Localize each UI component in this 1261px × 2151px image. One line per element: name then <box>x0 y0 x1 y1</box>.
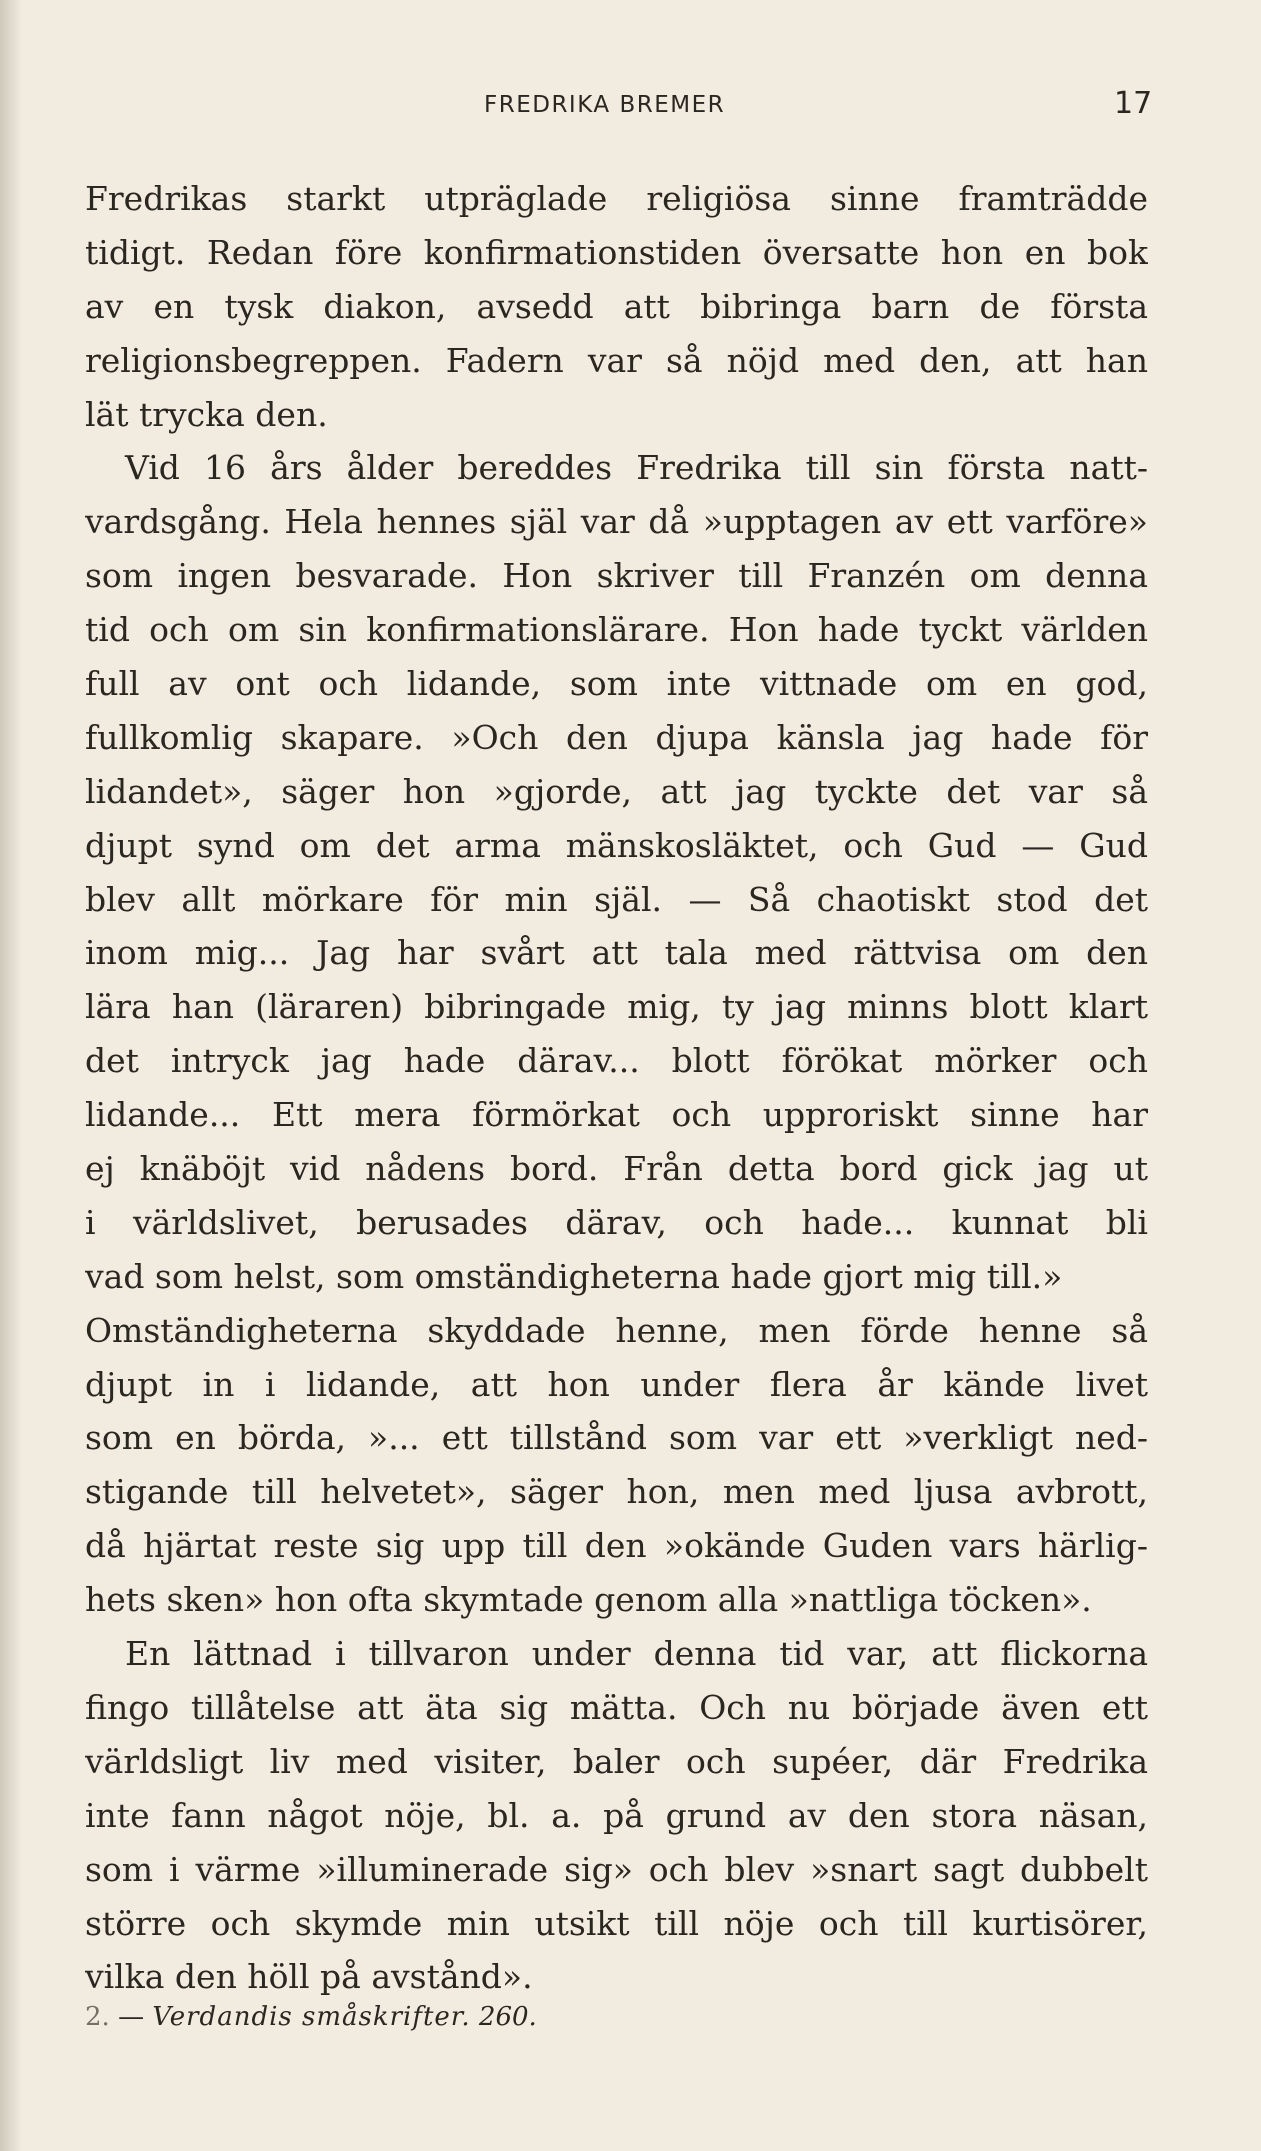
text-line: av en tysk diakon, avsedd att bibringa barn de första <box>85 286 1148 326</box>
text-line: större och skymde min utsikt till nöje och till kurtisörer, <box>85 1903 1148 1943</box>
text-line: som i värme »illuminerade sig» och blev »snart sagt dubbelt <box>85 1849 1148 1889</box>
text-line: då hjärtat reste sig upp till den »okände Guden vars härlig- <box>85 1526 1148 1566</box>
text-line: lära han (läraren) bibringade mig, ty jag minns blott klart <box>85 987 1148 1027</box>
text-line: Vid 16 års ålder bereddes Fredrika till sin första natt- <box>125 448 1148 488</box>
text-line: Omständigheterna skyddade henne, men förde henne så <box>85 1310 1148 1350</box>
text-line: Fredrikas starkt utpräglade religiösa sinne framträdde <box>85 179 1148 218</box>
text-line: som ingen besvarade. Hon skriver till Franzén om denna <box>85 556 1148 596</box>
text-line: lät trycka den. <box>85 394 328 434</box>
text-line: djupt in i lidande, att hon under flera år kände livet <box>85 1364 1148 1404</box>
text-line: tid och om sin konfirmationslärare. Hon hade tyckt världen <box>85 610 1148 650</box>
series-number: 260. <box>470 2002 537 2032</box>
text-line: ej knäböjt vid nådens bord. Från detta bord gick jag ut <box>85 1149 1148 1189</box>
text-line: i världslivet, berusades därav, och hade... kunnat bli <box>85 1202 1148 1242</box>
text-line: stigande till helvetet», säger hon, men med ljusa avbrott, <box>85 1472 1148 1512</box>
page-number: 17 <box>1114 86 1153 121</box>
text-line: full av ont och lidande, som inte vittnade om en god, <box>85 664 1148 704</box>
running-title: FREDRIKA BREMER <box>484 92 726 118</box>
text-line: som en börda, »... ett tillstånd som var ett »verkligt ned- <box>85 1418 1148 1458</box>
text-line: inom mig... Jag har svårt att tala med rättvisa om den <box>85 933 1148 973</box>
text-line: djupt synd om det arma mänskosläktet, och Gud — Gud <box>85 825 1148 865</box>
text-line: hets sken» hon ofta skymtade genom alla »nattliga töcken». <box>85 1580 1092 1620</box>
text-line: inte fann något nöje, bl. a. på grund av den stora näsan, <box>85 1795 1148 1835</box>
text-line: fullkomlig skapare. »Och den djupa känsla jag hade för <box>85 717 1148 757</box>
text-line: lidande... Ett mera förmörkat och upproriskt sinne har <box>85 1095 1148 1135</box>
text-line: En lättnad i tillvaron under denna tid var, att flickorna <box>125 1634 1148 1674</box>
signature-dash: — <box>109 2002 153 2032</box>
text-line: vad som helst, som omständigheterna hade gjort mig till.» <box>85 1256 1063 1296</box>
text-line: lidandet», säger hon »gjorde, att jag tyckte det var så <box>85 771 1148 811</box>
body-text <box>85 172 1148 2004</box>
text-line: vilka den höll på avstånd». <box>85 1957 533 1997</box>
text-line: blev allt mörkare för min själ. — Så chaotiskt stod det <box>85 879 1148 919</box>
text-line: vardsgång. Hela hennes själ var då »upptagen av ett varföre» <box>85 502 1148 542</box>
signature-number: 2. <box>85 2002 110 2032</box>
text-line: det intryck jag hade därav... blott förökat mörker och <box>85 1041 1148 1081</box>
series-title: Verdandis småskrifter. <box>152 2002 471 2032</box>
text-line: världsligt liv med visiter, baler och supéer, där Fredrika <box>85 1741 1148 1781</box>
signature-mark <box>85 2002 537 2032</box>
text-line: religionsbegreppen. Fadern var så nöjd med den, att han <box>85 340 1148 380</box>
text-line: tidigt. Redan före konfirmationstiden översatte hon en bok <box>85 232 1148 272</box>
text-line: fingo tillåtelse att äta sig mätta. Och nu började även ett <box>85 1687 1148 1727</box>
